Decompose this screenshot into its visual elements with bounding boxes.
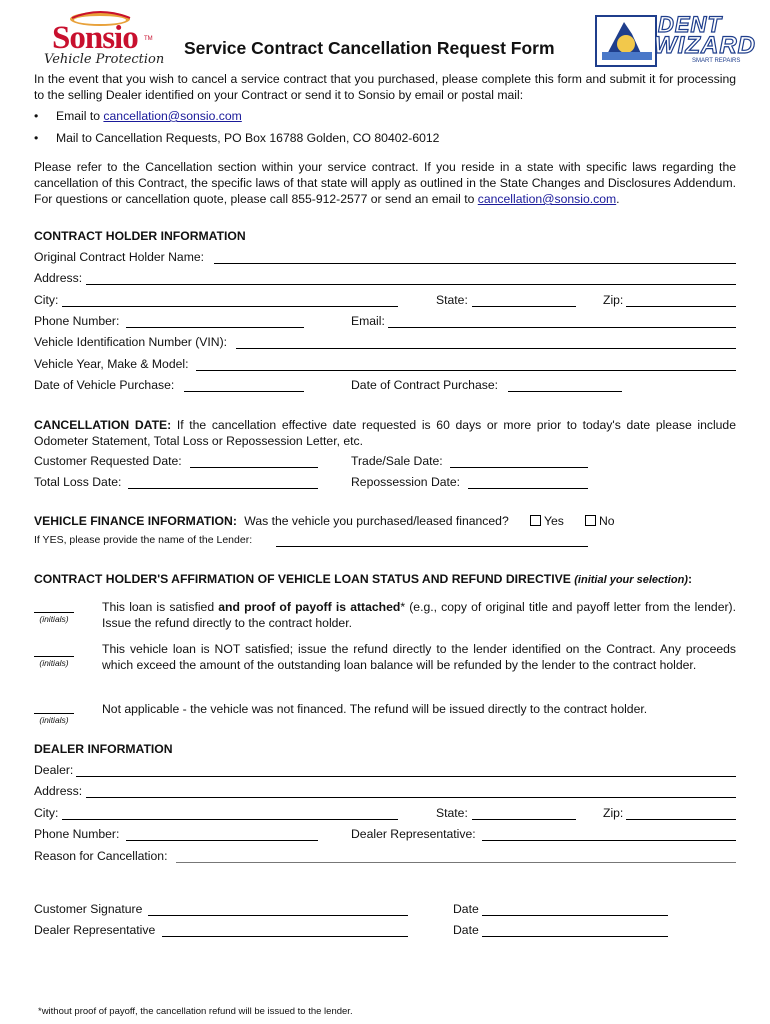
initials-option-3[interactable]: (initials) xyxy=(34,713,74,725)
affirmation-option-1: This loan is satisfied and proof of payoff is attached* (e.g., copy of original title and payoff letter from the lender). Issue the refund directly to the contract holder. xyxy=(102,600,736,630)
initials-option-2[interactable]: (initials) xyxy=(34,656,74,668)
customer-signature-field[interactable] xyxy=(148,915,408,916)
zip-field[interactable] xyxy=(626,306,736,307)
dealer-representative-label: Dealer Representative: xyxy=(351,827,476,841)
dealer-representative-field[interactable] xyxy=(482,840,736,841)
date-contract-purchase-label: Date of Contract Purchase: xyxy=(351,378,498,392)
finance-no-option[interactable]: No xyxy=(585,514,615,528)
customer-requested-field[interactable] xyxy=(190,467,318,468)
address-label: Address: xyxy=(34,271,83,285)
customer-signature-label: Customer Signature xyxy=(34,902,143,916)
reason-field[interactable] xyxy=(176,862,736,863)
date-label-1: Date xyxy=(453,902,479,916)
dealer-city-label: City: xyxy=(34,806,59,820)
bullet-email: • Email to cancellation@sonsio.com xyxy=(34,109,242,123)
date-vehicle-purchase-field[interactable] xyxy=(184,391,304,392)
dealer-phone-label: Phone Number: xyxy=(34,827,120,841)
original-name-field[interactable] xyxy=(214,263,736,264)
trade-sale-label: Trade/Sale Date: xyxy=(351,454,443,468)
email-label: Email: xyxy=(351,314,385,328)
phone-field[interactable] xyxy=(126,327,304,328)
year-make-model-label: Vehicle Year, Make & Model: xyxy=(34,357,189,371)
date-field-1[interactable] xyxy=(482,915,668,916)
date-field-2[interactable] xyxy=(482,936,668,937)
zip-label: Zip: xyxy=(603,293,624,307)
finance-question: VEHICLE FINANCE INFORMATION: Was the vehicle you purchased/leased financed? xyxy=(34,514,509,528)
email-link[interactable]: cancellation@sonsio.com xyxy=(103,109,242,123)
bullet-mail: • Mail to Cancellation Requests, PO Box 16788 Golden, CO 80402-6012 xyxy=(34,131,440,145)
email-field[interactable] xyxy=(388,327,736,328)
vin-label: Vehicle Identification Number (VIN): xyxy=(34,335,228,349)
original-name-label: Original Contract Holder Name: xyxy=(34,250,205,264)
dealer-zip-label: Zip: xyxy=(603,806,624,820)
dealer-address-label: Address: xyxy=(34,784,83,798)
dealer-state-label: State: xyxy=(436,806,468,820)
state-field[interactable] xyxy=(472,306,576,307)
initials-option-1[interactable]: (initials) xyxy=(34,612,74,624)
sonsio-brand: Sonsio xyxy=(52,20,138,56)
state-label: State: xyxy=(436,293,468,307)
dent-brand-line1: DENT xyxy=(658,12,722,37)
total-loss-field[interactable] xyxy=(128,488,318,489)
sonsio-tm: TM xyxy=(144,36,153,42)
date-vehicle-purchase-label: Date of Vehicle Purchase: xyxy=(34,378,175,392)
total-loss-label: Total Loss Date: xyxy=(34,475,122,489)
dealer-address-field[interactable] xyxy=(86,797,736,798)
date-contract-purchase-field[interactable] xyxy=(508,391,622,392)
refer-email-link[interactable]: cancellation@sonsio.com xyxy=(477,192,617,206)
dent-wizard-logo xyxy=(594,12,758,68)
trade-sale-field[interactable] xyxy=(450,467,588,468)
lender-label: If YES, please provide the name of the Lender: xyxy=(34,534,253,546)
wizard-emblem-icon xyxy=(594,14,658,68)
dealer-field[interactable] xyxy=(76,776,736,777)
address-field[interactable] xyxy=(86,284,736,285)
no-checkbox[interactable] xyxy=(585,515,596,526)
vin-field[interactable] xyxy=(236,348,736,349)
repossession-field[interactable] xyxy=(468,488,588,489)
dealer-rep-signature-label: Dealer Representative xyxy=(34,923,156,937)
dent-tagline: SMART REPAIRS xyxy=(692,58,741,64)
reason-label: Reason for Cancellation: xyxy=(34,849,168,863)
sonsio-tagline: Vehicle Protection xyxy=(44,52,165,67)
dealer-heading: DEALER INFORMATION xyxy=(34,742,173,756)
date-label-2: Date xyxy=(453,923,479,937)
dealer-state-field[interactable] xyxy=(472,819,576,820)
lender-field[interactable] xyxy=(276,546,588,547)
affirmation-option-2: This vehicle loan is NOT satisfied; issue the refund directly to the lender identified on the Contract. Any proceeds which exceed the amount of the outstanding loan balance will be refunded by the lender to the contract holder. xyxy=(102,642,736,672)
year-make-model-field[interactable] xyxy=(196,370,736,371)
contract-holder-heading: CONTRACT HOLDER INFORMATION xyxy=(34,229,246,243)
affirmation-option-3: Not applicable - the vehicle was not financed. The refund will be issued directly to the contract holder. xyxy=(102,702,648,716)
dealer-zip-field[interactable] xyxy=(626,819,736,820)
cancellation-paragraph: CANCELLATION DATE: If the cancellation effective date requested is 60 days or more prior to today's date please include Odometer Statement, Total Loss or Repossession Letter, etc. xyxy=(34,418,736,448)
finance-yes-option[interactable]: Yes xyxy=(530,514,564,528)
refer-paragraph: Please refer to the Cancellation section within your service contract. If you reside in a state with specific laws regarding the cancellation of this Contract, the specific laws of that state will apply as outlined in the State Changes and Disclosures Addendum. For questions or cancellation quote, please call 855-912-2577 or send an email to cancellation@sonsio.com. xyxy=(34,160,736,206)
sonsio-logo xyxy=(38,6,168,72)
phone-label: Phone Number: xyxy=(34,314,120,328)
dent-brand-line2: WIZARD xyxy=(654,32,756,59)
dealer-label: Dealer: xyxy=(34,763,74,777)
dealer-rep-signature-field[interactable] xyxy=(162,936,408,937)
intro-paragraph: In the event that you wish to cancel a service contract that you purchased, please complete this form and submit it for processing to the selling Dealer identified on your Contract or send it to Sonsio by email or postal mail: xyxy=(34,72,736,102)
dealer-phone-field[interactable] xyxy=(126,840,318,841)
yes-checkbox[interactable] xyxy=(530,515,541,526)
city-label: City: xyxy=(34,293,59,307)
repossession-label: Repossession Date: xyxy=(351,475,461,489)
page-title: Service Contract Cancellation Request Form xyxy=(184,38,555,58)
footnote: *without proof of payoff, the cancellation refund will be issued to the lender. xyxy=(38,1006,353,1017)
customer-requested-label: Customer Requested Date: xyxy=(34,454,182,468)
dealer-city-field[interactable] xyxy=(62,819,398,820)
city-field[interactable] xyxy=(62,306,398,307)
affirmation-heading: CONTRACT HOLDER'S AFFIRMATION OF VEHICLE LOAN STATUS AND REFUND DIRECTIVE (initial your selection): xyxy=(34,572,693,586)
